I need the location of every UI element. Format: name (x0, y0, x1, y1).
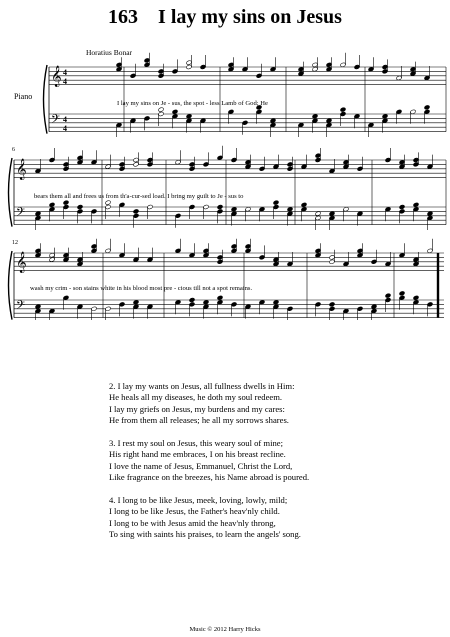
verse-line: 4. I long to be like Jesus, meek, loving, lowly, mild; (109, 495, 288, 506)
brace (44, 65, 48, 134)
verse-line: I love the name of Jesus, Emmanuel, Christ the Lord, (109, 460, 293, 471)
verse-line: He heals all my diseases, he doth my soul redeem. (109, 392, 283, 403)
verse-4 (109, 495, 309, 541)
note-head (329, 302, 335, 307)
note-head (35, 211, 41, 216)
lyrics-line-2: bears them all and frees us from th'a-cur-sed load. I bring my guilt to Je - sus to (34, 193, 244, 200)
lyrics-line-3: wash my crim - son stains white in his blood most pre - cious till not a spot remains. (30, 285, 253, 292)
time-signature: 4 (63, 77, 67, 86)
note-head (427, 211, 433, 216)
note-head (340, 107, 346, 112)
time-signature: 4 (63, 68, 67, 77)
note-head (105, 200, 111, 205)
verse-line: 3. I rest my soul on Jesus, this weary soul of mine; (109, 438, 284, 449)
time-signature: 4 (63, 115, 67, 124)
hymn-number: 163 (108, 6, 139, 28)
verse-line: I lay my griefs on Jesus, my burdens and my cares: (109, 403, 285, 414)
note-head (315, 211, 321, 216)
note-head (301, 202, 307, 207)
treble-clef-icon: 𝄞 (16, 159, 27, 180)
note-head (63, 200, 69, 205)
note-head (133, 300, 139, 305)
verse-line: To sing with saints his praises, to learn the angels' song. (109, 529, 301, 540)
author-credit: Horatius Bonar (86, 48, 133, 57)
treble-clef-icon: 𝄞 (51, 66, 62, 87)
hymn-title: I lay my sins on Jesus (158, 6, 342, 28)
note-head (35, 304, 41, 309)
treble-clef-icon: 𝄞 (16, 252, 27, 273)
verse-line: He from them all releases; he all my sorrows shares. (109, 415, 289, 426)
verse-2 (109, 381, 309, 427)
note-head (382, 114, 388, 119)
note-head (326, 118, 332, 123)
note-head (189, 297, 195, 302)
note-head (77, 204, 83, 209)
note-head (217, 295, 223, 300)
verse-3 (109, 438, 309, 484)
brace (9, 251, 13, 320)
verse-line: Like fragrance on the breezes, his Name abroad is poured. (109, 472, 310, 483)
note-head (312, 114, 318, 119)
note-head (413, 202, 419, 207)
lyrics-line-1: I lay my sins on Je - sus, the spot - less Lamb of God; He (117, 100, 268, 107)
note-head (399, 204, 405, 209)
note-head (399, 291, 405, 296)
measure-number-6: 6 (12, 147, 15, 153)
note-head (273, 200, 279, 205)
note-head (371, 304, 377, 309)
verse-line: I long to be with Jesus amid the heav'nly throng, (109, 517, 276, 528)
time-signature: 4 (63, 124, 67, 133)
note-head (217, 204, 223, 209)
note-head (186, 114, 192, 119)
verse-line: 2. I lay my wants on Jesus, all fullness dwells in Him: (109, 381, 295, 391)
note-head (287, 207, 293, 212)
note-head (385, 293, 391, 298)
note-head (133, 209, 139, 214)
bass-clef-icon: 𝄢 (16, 206, 26, 222)
note-head (270, 118, 276, 123)
note-head (49, 202, 55, 207)
copyright-footer: Music © 2012 Harry Hicks (189, 626, 261, 633)
instrument-label: Piano (14, 92, 33, 101)
bass-clef-icon: 𝄢 (16, 299, 26, 315)
note-head (329, 211, 335, 216)
note-head (424, 105, 430, 110)
bass-clef-icon: 𝄢 (51, 113, 61, 129)
verse-line: His right hand me embraces, I on his breast recline. (109, 449, 286, 460)
brace (9, 158, 13, 227)
note-head (158, 107, 164, 112)
note-head (172, 109, 178, 114)
note-head (231, 207, 237, 212)
verse-line: I long to be like Jesus, the Father's heav'nly child. (109, 506, 280, 517)
note-head (413, 295, 419, 300)
note-head (203, 300, 209, 305)
measure-number-12: 12 (12, 240, 18, 246)
verses-block (109, 381, 309, 552)
note-head (273, 300, 279, 305)
